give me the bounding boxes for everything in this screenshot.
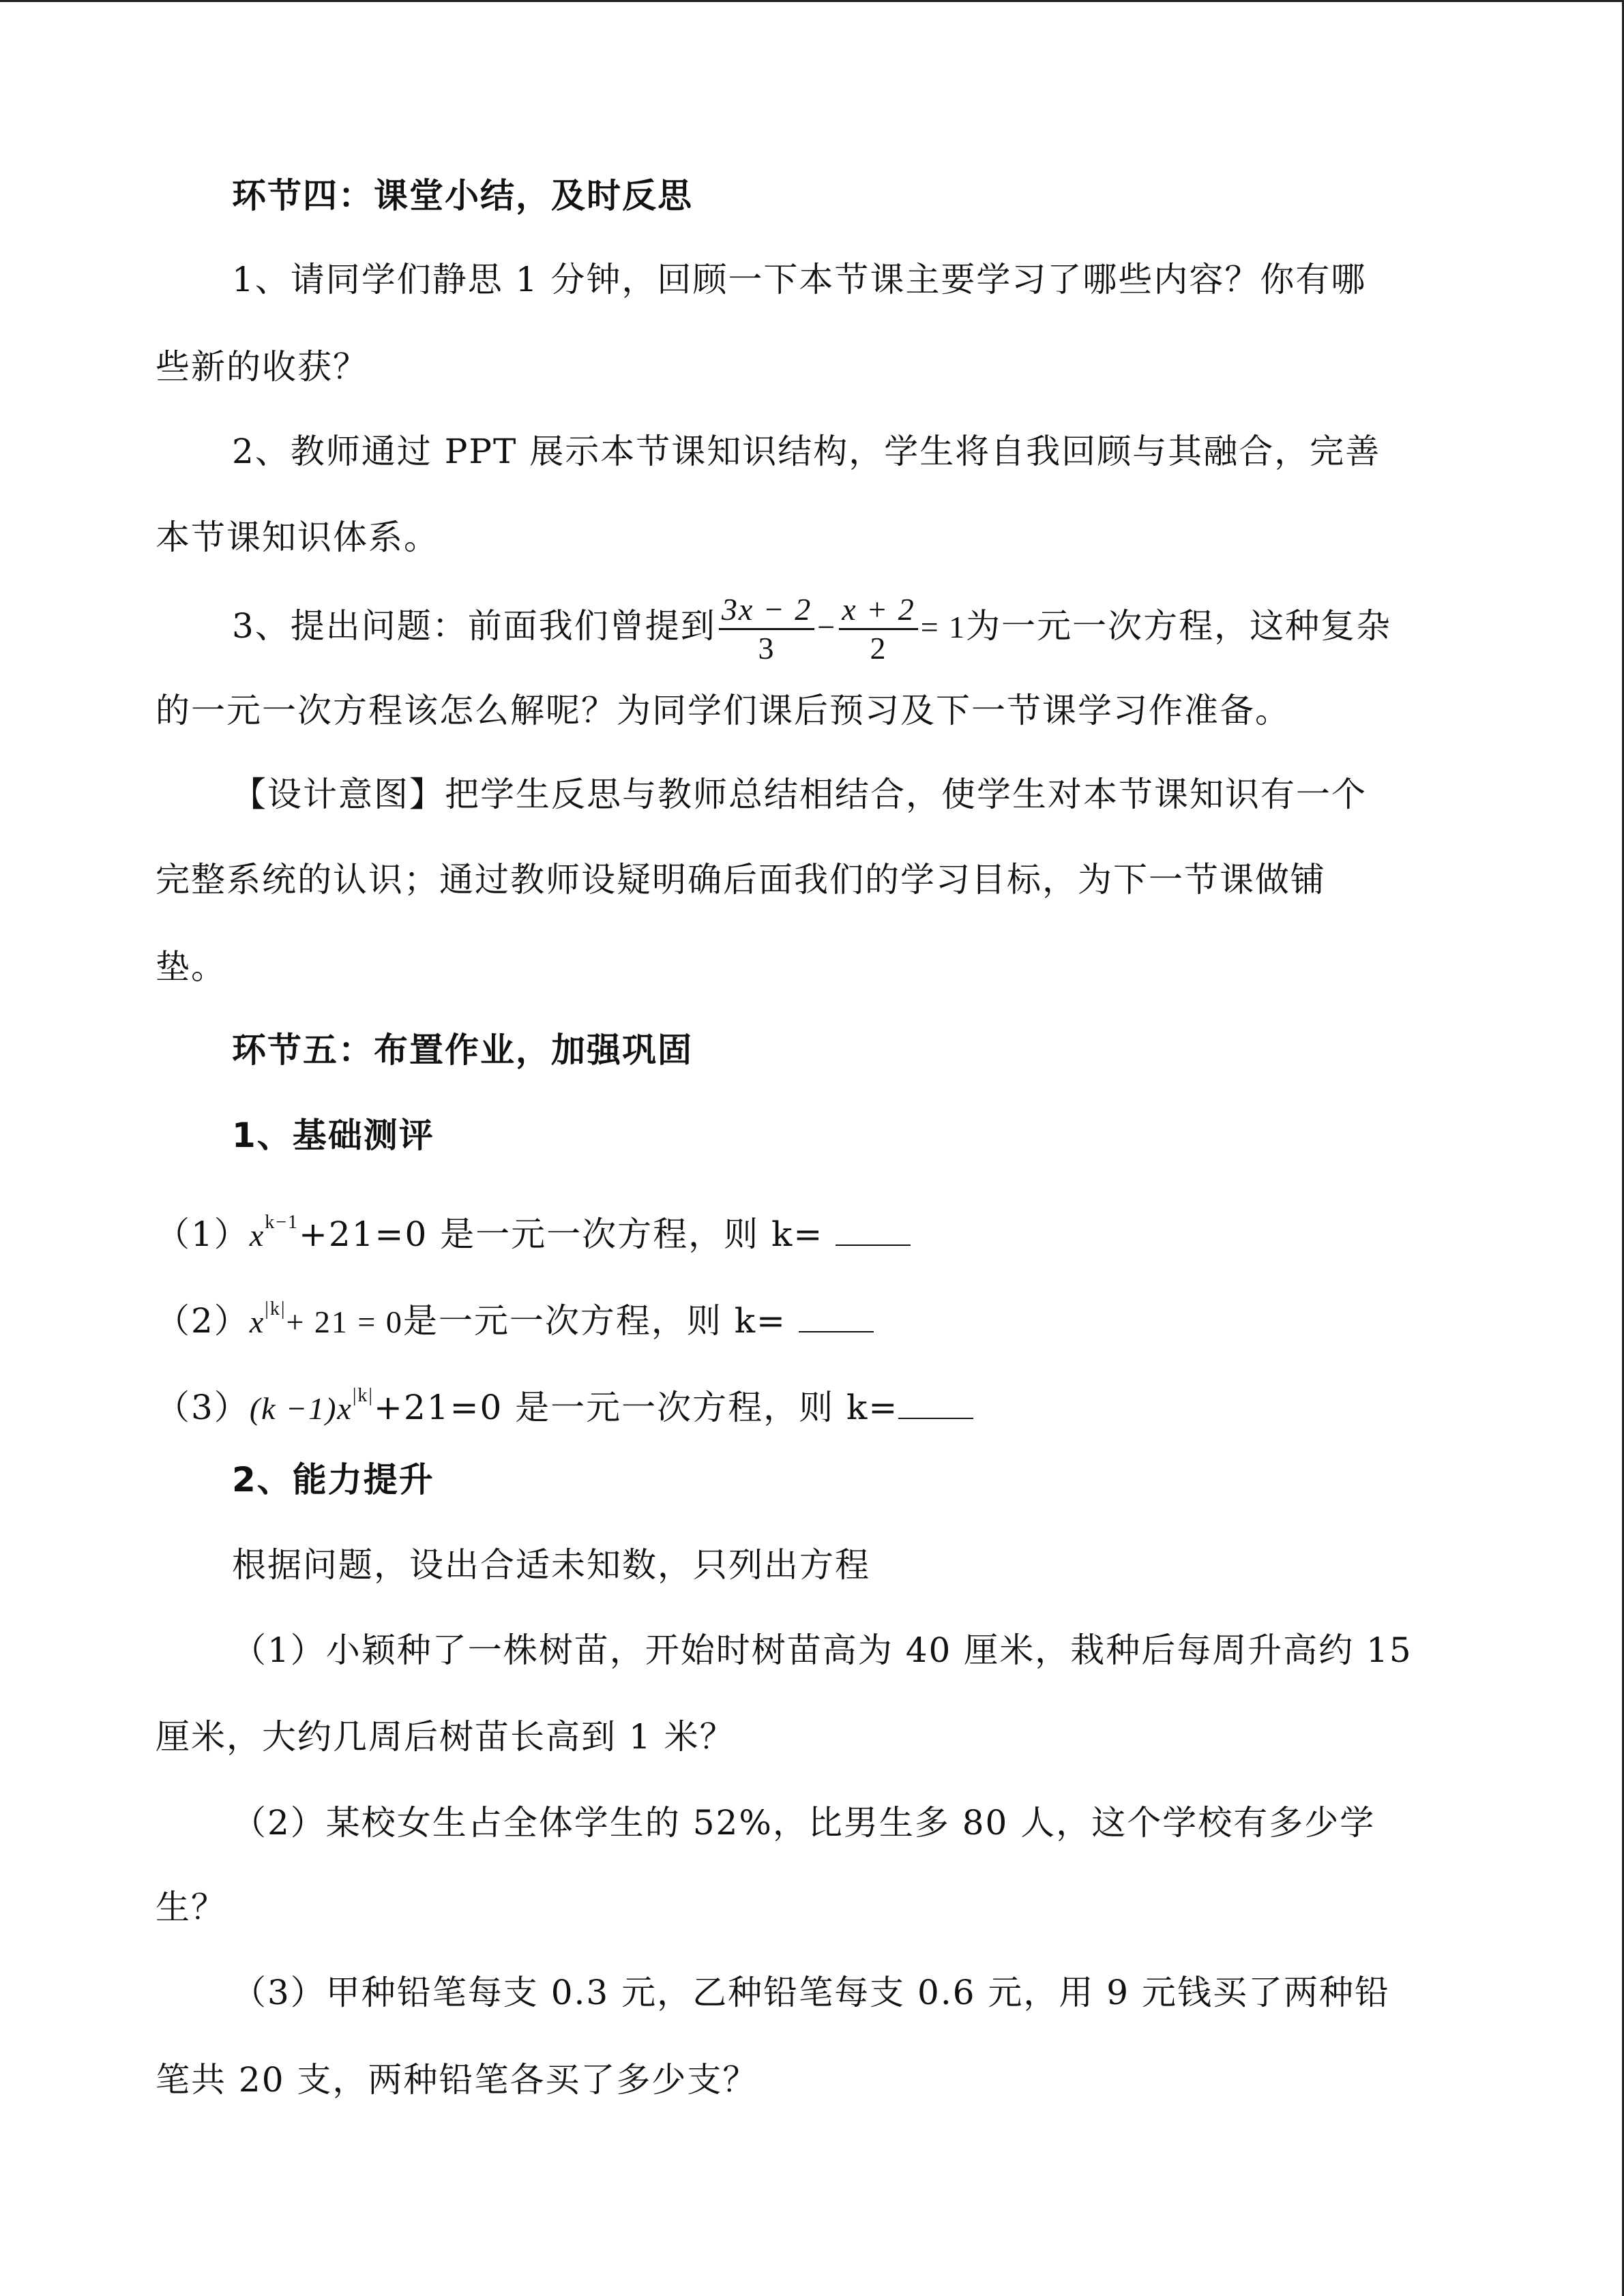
basic-test-heading: 1、基础测评 [232, 1116, 434, 1155]
intent-line1: 【设计意图】把学生反思与教师总结相结合，使学生对本节课知识有一个 [232, 775, 1367, 814]
question-2-label: （2） [156, 1301, 250, 1341]
question-1-label: （1） [156, 1214, 250, 1254]
problem-1-line2: 厘米，大约几周后树苗长高到 1 米？ [156, 1717, 735, 1757]
question-2-text: 是一元一次方程，则 k= [402, 1301, 786, 1341]
problem-2-line2: 生？ [156, 1888, 226, 1927]
item3-suffix: 为一元一次方程，这种复杂 [966, 606, 1392, 646]
item2-line1: 2、教师通过 PPT 展示本节课知识结构，学生将自我回顾与其融合，完善 [232, 432, 1381, 471]
section5-heading: 环节五：布置作业，加强巩固 [232, 1030, 693, 1070]
fraction-2-denominator: 2 [870, 630, 887, 666]
question-2-blank[interactable] [799, 1304, 874, 1332]
fraction-1-numerator: 3x − 2 [719, 594, 814, 630]
item1-line2: 些新的收获？ [156, 347, 368, 387]
item3-prefix: 3、提出问题：前面我们曾提到 [232, 606, 716, 646]
intent-line2: 完整系统的认识；通过教师设疑明确后面我们的学习目标，为下一节课做铺 [156, 860, 1326, 899]
question-2-math: + 21 = 0 [286, 1304, 403, 1339]
section4-heading: 环节四：课堂小结，及时反思 [232, 176, 693, 215]
question-2-exponent: |k| [265, 1298, 286, 1320]
fraction-1 [719, 591, 814, 666]
question-3-blank[interactable] [898, 1390, 973, 1419]
intent-line3: 垫。 [156, 947, 226, 987]
problem-2-line1: （2）某校女生占全体学生的 52%，比男生多 80 人，这个学校有多少学 [232, 1803, 1376, 1843]
question-3-text: +21=0 是一元一次方程，则 k= [374, 1388, 899, 1427]
question-2 [156, 1289, 874, 1343]
question-3-exponent: |k| [352, 1385, 374, 1406]
problem-3-line1: （3）甲种铅笔每支 0.3 元，乙种铅笔每支 0.6 元，用 9 元钱买了两种铅 [232, 1973, 1391, 2012]
item2-line2: 本节课知识体系。 [156, 518, 439, 557]
question-3-label: （3） [156, 1388, 250, 1427]
question-1-text: +21=0 是一元一次方程，则 k= [299, 1214, 824, 1254]
problem-3-line2: 笔共 20 支，两种铅笔各买了多少支？ [156, 2060, 758, 2100]
item1-line1: 1、请同学们静思 1 分钟，回顾一下本节课主要学习了哪些内容？你有哪 [232, 260, 1367, 299]
problem-1-line1: （1）小颖种了一株树苗，开始时树苗高为 40 厘米，栽种后每周升高约 15 [232, 1630, 1413, 1670]
item3-line2: 的一元一次方程该怎么解呢？为同学们课后预习及下一节课学习作准备。 [156, 691, 1290, 730]
question-3-coef: (k −1)x [249, 1391, 353, 1426]
question-1 [156, 1202, 911, 1256]
formula-rhs: = 1 [920, 610, 966, 644]
top-border [0, 0, 1624, 2]
question-2-base: x [249, 1304, 265, 1339]
ability-heading: 2、能力提升 [232, 1460, 434, 1500]
question-1-base: x [249, 1218, 265, 1253]
formula-minus: − [817, 610, 837, 644]
fraction-1-denominator: 3 [758, 630, 776, 666]
item3-line1 [232, 585, 1391, 668]
fraction-2 [839, 591, 917, 666]
fraction-2-numerator: x + 2 [839, 594, 917, 630]
problems-intro: 根据问题，设出合适未知数，只列出方程 [232, 1545, 870, 1585]
question-3 [156, 1375, 973, 1429]
question-1-exponent: k−1 [265, 1212, 299, 1233]
question-1-blank[interactable] [836, 1217, 911, 1246]
